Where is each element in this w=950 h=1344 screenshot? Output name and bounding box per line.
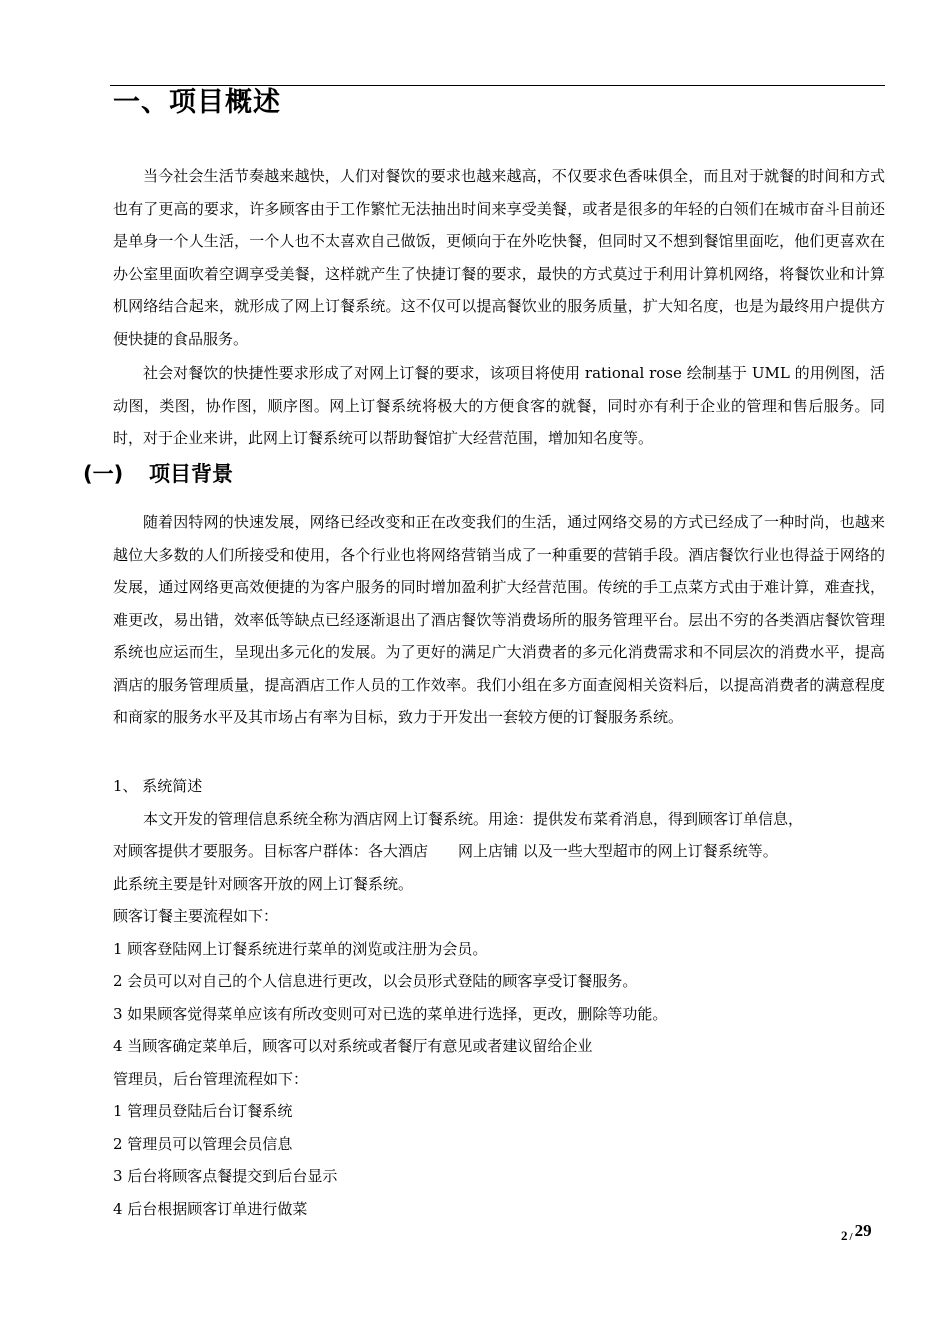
system-overview-line: 对顾客提供才要服务。目标客户群体：各大酒店 网上店铺 以及一些大型超市的网上订餐系统等。 (113, 842, 778, 860)
subsection-number: (一) (83, 462, 124, 486)
system-overview-line: 此系统主要是针对顾客开放的网上订餐系统。 (113, 875, 414, 893)
admin-flow-item: 1 管理员登陆后台订餐系统 (113, 1102, 293, 1120)
admin-flow-item: 4 后台根据顾客订单进行做菜 (113, 1200, 308, 1218)
customer-flow-item: 2 会员可以对自己的个人信息进行更改，以会员形式登陆的顾客享受订餐服务。 (113, 972, 638, 990)
admin-flow-item: 2 管理员可以管理会员信息 (113, 1135, 293, 1153)
page-current: 2 (841, 1228, 848, 1243)
background-paragraph: 随着因特网的快速发展，网络已经改变和正在改变我们的生活，通过网络交易的方式已经成了一种时尚，也越来越位大多数的人们所接受和使用，各个行业也将网络营销当成了一种重要的营销手段。酒店餐饮行业也得益于网络的发展，通过网络更高效便捷的为客户服务的同时增加盈利扩大经营范围。传统的手工点菜方式由于难计算，难查找，难更改，易出错，效率低等缺点已经逐渐退出了酒店餐饮等消费场所的服务管理平台。层出不穷的各类酒店餐饮管理系统也应运而生，呈现出多元化的发展。为了更好的满足广大消费者的多元化消费需求和不同层次的消费水平，提高酒店的服务管理质量，提高酒店工作人员的工作效率。我们小组在多方面查阅相关资料后，以提高消费者的满意程度和商家的服务水平及其市场占有率为目标，致力于开发出一套较方便的订餐服务系统。 (113, 513, 885, 726)
customer-flow-item: 3 如果顾客觉得菜单应该有所改变则可对已选的菜单进行选择，更改，删除等功能。 (113, 1005, 668, 1023)
subsection-title: 项目背景 (149, 462, 233, 486)
customer-flow-title: 顾客订餐主要流程如下： (113, 907, 279, 925)
page-number (841, 1221, 872, 1245)
customer-flow-item: 4 当顾客确定菜单后，顾客可以对系统或者餐厅有意见或者建议留给企业 (113, 1037, 593, 1055)
subsection-heading-background (83, 458, 233, 488)
intro-paragraph: 当今社会生活节奏越来越快，人们对餐饮的要求也越来越高，不仅要求色香味俱全，而且对于就餐的时间和方式也有了更高的要求，许多顾客由于工作繁忙无法抽出时间来享受美餐，或者是很多的年轻的白领们在城市奋斗目前还是单身一个人生活，一个人也不太喜欢自己做饭，更倾向于在外吃快餐，但同时又不想到餐馆里面吃，他们更喜欢在办公室里面吹着空调享受美餐，这样就产生了快捷订餐的要求，最快的方式莫过于利用计算机网络，将餐饮业和计算机网络结合起来，就形成了网上订餐系统。这不仅可以提高餐饮业的服务质量，扩大知名度，也是为最终用户提供方便快捷的食品服务。 (113, 167, 885, 348)
page-separator: / (849, 1231, 853, 1243)
system-overview-title: 1、 系统简述 (113, 777, 203, 795)
system-overview-line: 本文开发的管理信息系统全称为酒店网上订餐系统。用途：提供发布菜肴消息，得到顾客订单信息， (143, 810, 804, 828)
page-total: 29 (854, 1221, 872, 1240)
admin-flow-item: 3 后台将顾客点餐提交到后台显示 (113, 1167, 338, 1185)
admin-flow-title: 管理员，后台管理流程如下： (113, 1070, 309, 1088)
intro-paragraph: 社会对餐饮的快捷性要求形成了对网上订餐的要求，该项目将使用 rational rose 绘制基于 UML 的用例图，活动图，类图，协作图，顺序图。网上订餐系统将极大的方便食客的就餐，同时亦有利于企业的管理和售后服务。同时，对于企业来讲，此网上订餐系统可以帮助餐馆扩大经营范围，增加知名度等。 (113, 364, 885, 447)
customer-flow-item: 1 顾客登陆网上订餐系统进行菜单的浏览或注册为会员。 (113, 940, 488, 958)
section-heading-overview: 一、项目概述 (113, 87, 281, 118)
